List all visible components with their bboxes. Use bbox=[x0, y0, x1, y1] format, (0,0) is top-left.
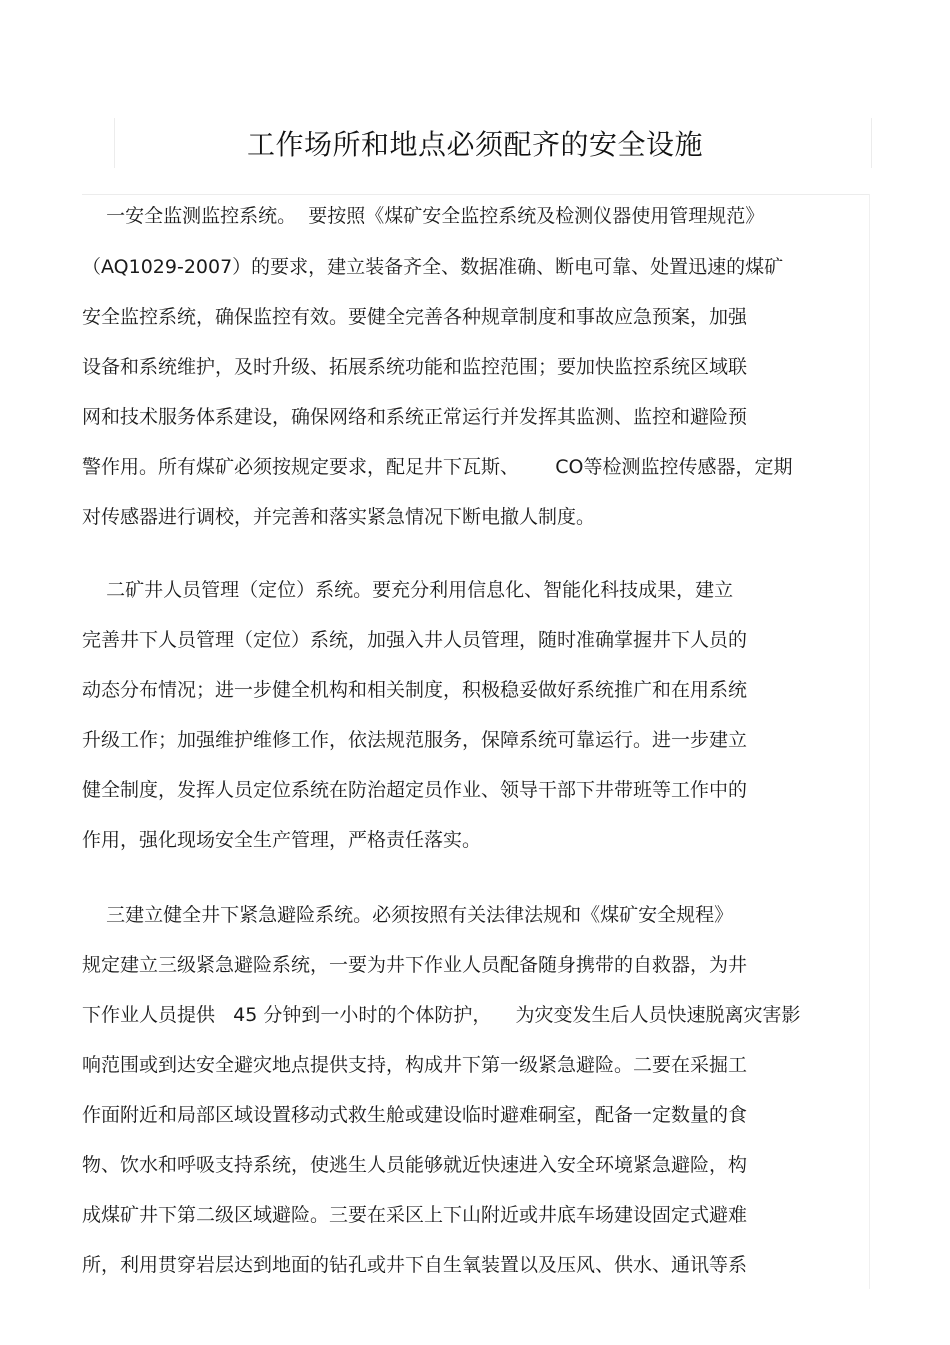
text-line: 物、饮水和呼吸支持系统，使逃生人员能够就近快速进入安全环境紧急避险，构 bbox=[82, 1154, 748, 1176]
text-line: 一安全监测监控系统。 要按照《煤矿安全监控系统及检测仪器使用管理规范》 bbox=[82, 205, 765, 227]
text-line: 二矿井人员管理（定位）系统。要充分利用信息化、智能化科技成果，建立 bbox=[82, 579, 734, 601]
text-line: 网和技术服务体系建设，确保网络和系统正常运行并发挥其监测、监控和避险预 bbox=[82, 406, 748, 428]
text-line: 设备和系统维护，及时升级、拓展系统功能和监控范围；要加快监控系统区域联 bbox=[82, 356, 748, 378]
text-line: 警作用。所有煤矿必须按规定要求，配足井下瓦斯、 CO等检测监控传感器，定期 bbox=[82, 456, 793, 478]
text-line: 对传感器进行调校，并完善和落实紧急情况下断电撤人制度。 bbox=[82, 506, 596, 528]
text-line: （AQ1029-2007）的要求，建立装备齐全、数据准确、断电可靠、处置迅速的煤矿 bbox=[82, 256, 784, 278]
text-line: 下作业人员提供 45 分钟到一小时的个体防护， 为灾变发生后人员快速脱离灾害影 bbox=[82, 1004, 801, 1026]
page-title: 工作场所和地点必须配齐的安全设施 bbox=[246, 128, 703, 161]
right-margin-rule bbox=[869, 194, 870, 1289]
title-divider bbox=[82, 194, 870, 195]
text-line: 规定建立三级紧急避险系统，一要为井下作业人员配备随身携带的自救器，为井 bbox=[82, 954, 748, 976]
text-line: 作用，强化现场安全生产管理，严格责任落实。 bbox=[82, 829, 482, 851]
text-line: 所，利用贯穿岩层达到地面的钻孔或井下自生氧装置以及压风、供水、通讯等系 bbox=[82, 1254, 748, 1276]
text-line: 作面附近和局部区域设置移动式救生舱或建设临时避难硐室，配备一定数量的食 bbox=[82, 1104, 748, 1126]
text-line: 完善井下人员管理（定位）系统，加强入井人员管理，随时准确掌握井下人员的 bbox=[82, 629, 748, 651]
text-line: 动态分布情况；进一步健全机构和相关制度，积极稳妥做好系统推广和在用系统 bbox=[82, 679, 748, 701]
text-line: 健全制度，发挥人员定位系统在防治超定员作业、领导干部下井带班等工作中的 bbox=[82, 779, 748, 801]
text-line: 成煤矿井下第二级区域避险。三要在采区上下山附近或井底车场建设固定式避难 bbox=[82, 1204, 748, 1226]
text-line: 升级工作；加强维护维修工作，依法规范服务，保障系统可靠运行。进一步建立 bbox=[82, 729, 748, 751]
text-line: 三建立健全井下紧急避险系统。必须按照有关法律法规和《煤矿安全规程》 bbox=[82, 904, 734, 926]
text-line: 响范围或到达安全避灾地点提供支持，构成井下第一级紧急避险。二要在采掘工 bbox=[82, 1054, 748, 1076]
text-line: 安全监控系统，确保监控有效。要健全完善各种规章制度和事故应急预案，加强 bbox=[82, 306, 748, 328]
